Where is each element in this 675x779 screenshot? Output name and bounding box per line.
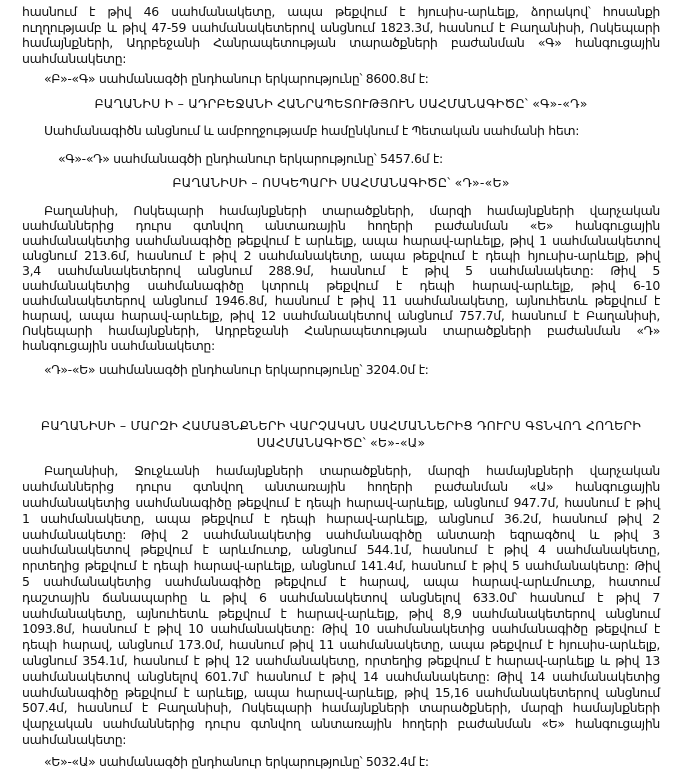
total-length-bc: «Բ»-«Գ» սահմանագծի ընդհանուր երկարությունը՝ 8600.8մ է: <box>44 71 429 87</box>
text-line: հասնում է թիվ 46 սահմանակետը, ապա թեքվում է հյուսիս-արևելք, ձորակով՝ հոսանքի <box>22 4 660 19</box>
text-line: անցնում 213.6մ, հասնում է թիվ 2 սահմանակետը, ապա թեքվում է դեպի հյուսիս-արևելք, թիվ <box>22 248 660 264</box>
text-line: սահմաններից դուրս գտնվող անտառային հողերի բաժանման «Ե» հանգուցային <box>22 218 660 234</box>
total-length-ea: «Ե»-«Ա» սահմանագծի ընդհանուր երկարությունը՝ 5032.4մ է: <box>44 753 429 769</box>
text-line: 1 սահմանակետը, ապա թեքվում է դեպի հարավ-արևելք, անցնում 36.2մ, հասնում թիվ 2 <box>22 510 660 526</box>
text-line: հանգուցային սահմանակետը: <box>22 338 215 354</box>
section-heading-ea-line2: ՍԱՀՄԱՆԱԳԻԾԸ՝ «Ե»-«Ա» <box>256 435 426 451</box>
text-line: Բաղանիսի, Ոսկեպարի համայնքների տարածքների, մարզի համայնքների վարչական <box>44 203 660 219</box>
section-heading-de: ԲԱՂԱՆԻՍԻ – ՈՍԿԵՊԱՐԻ ՍԱՀՄԱՆԱԳԻԾԸ՝ «Դ»-«Ե» <box>172 175 510 191</box>
text-line: հարավ, ապա հարավ-արևելք, թիվ 12 սահմանակետով անցնում 757.7մ, հասնում է Բաղանիսի, <box>22 308 660 324</box>
paragraph-de <box>22 203 660 353</box>
text-line: որտեղից թեքվում է դեպի հարավ-արևելք, անցնում 141.4մ, հասնում է թիվ 5 սահմանակետը: Թիվ <box>22 558 660 574</box>
text-line: 1093.8մ, հասնում է թիվ 10 սահմանակետը: Թիվ 10 սահմանակետից սահմանագիծը թեքվում է <box>22 621 660 637</box>
text-line: սահմանակետով թեքվում է արևմուտք, անցնում 544.1մ, հասնում է թիվ 4 սահմանակետը, <box>22 542 660 558</box>
text-line: անցնում 354.1մ, հասնում է թիվ 12 սահմանակետը, որտեղից թեքվում է հարավ-արևելք և թիվ 13 <box>22 652 660 668</box>
paragraph-cd: Սահմանագիծն անցնում և ամբողջությամբ համընկնում է Պետական սահմանի հետ: <box>44 123 580 139</box>
text-line: սահմանակետից սահմանագիծը թեքվում է դեպի հարավ-արևելք, անցնում 947.7մ, հասնում է թիվ <box>22 494 660 510</box>
text-line: սահմանագիծը թեքվում է արևելք, ապա հարավ-արևելք, թիվ 15,16 սահմանակետերով անցնում <box>22 684 660 700</box>
text-line: սահմանակետից սահմանագիծը թեքվում է արևելք, ապա հարավ-արևելք, թիվ 1 սահմանակետով <box>22 233 660 249</box>
text-line: 3,4 սահմանակետերով անցնում 288.9մ, հասնում է թիվ 5 սահմանակետը: Թիվ 5 <box>22 263 660 279</box>
text-line: 5 սահմանակետից սահմանագիծը թեքվում է հարավ, ապա հարավ-արևմուտք, հատում <box>22 573 660 589</box>
text-line: Ոսկեպարի համայնքների, Ադրբեջանի Հանրապետության տարածքների բաժանման «Դ» <box>22 323 660 339</box>
paragraph-bc-end <box>22 4 660 66</box>
total-length-de: «Դ»-«Ե» սահմանագծի ընդհանուր երկարությունը՝ 3204.0մ է: <box>44 362 429 378</box>
section-heading-ea-line1: ԲԱՂԱՆԻՍԻ – ՄԱՐԶԻ ՀԱՄԱՅՆՔՆԵՐԻ ՎԱՐՉԱԿԱՆ ՍԱՀՄԱՆՆԵՐԻՑ ԴՈՒՐՍ ԳՏՆՎՈՂ ՀՈՂԵՐԻ <box>40 418 642 434</box>
section-heading-cd: ԲԱՂԱՆԻՍ Ի – ԱԴՐԲԵՋԱՆԻ ՀԱՆՐԱՊԵՏՈՒԹՅՈՒՆ ՍԱՀՄԱՆԱԳԻԾԸ՝ «Գ»-«Դ» <box>94 96 588 112</box>
text-line: Բաղանիսի, Ջուջևանի համայնքների տարածքների, մարզի համայնքների վարչական <box>44 463 660 479</box>
text-line: սահմաններից դուրս գտնվող անտառային հողերի բաժանման «Ա» հանգուցային <box>22 479 660 495</box>
text-line: համայնքների, Ադրբեջանի Հանրապետության տարածքների բաժանման «Գ» հանգուցային <box>22 35 660 51</box>
text-line: սահմանակետը: Թիվ 2 սահմանակետից սահմանագիծը անտառի եզրագծով և թիվ 3 <box>22 526 660 542</box>
paragraph-ea <box>22 463 660 747</box>
text-line: սահմանակետը: <box>22 731 127 747</box>
text-line: սահմանակետը, այնուհետև թեքվում է հարավ-արևելք, թիվ 8,9 սահմանակետերով անցնում <box>22 605 660 621</box>
text-line: դեպի հարավ, անցնում 173.0մ, հասնում թիվ 11 սահմանակետը, ապա թեքվում է հյուսիս-արևելք, <box>22 637 660 653</box>
text-line: դաշտային ճանապարհը և թիվ 6 սահմանակետով անցնելով 633.0մ՝ հասնում է թիվ 7 <box>22 589 660 605</box>
total-length-cd: «Գ»-«Դ» սահմանագծի ընդհանուր երկարությունը՝ 5457.6մ է: <box>58 151 443 167</box>
text-line: սահմանակետերով անցնում 1946.8մ, հասնում է թիվ 11 սահմանակետը, այնուհետև թեքվում է <box>22 293 660 309</box>
text-line: սահմանակետը: <box>22 50 127 66</box>
text-line: սահմանակետով անցնելով 601.7մ՝ հասնում է թիվ 14 սահմանակետը: Թիվ 14 սահմանակետից <box>22 668 660 684</box>
text-line: սահմանակետից սահմանագիծը կտրուկ թեքվում է դեպի հարավ-արևելք, թիվ 6-10 <box>22 278 660 294</box>
text-line: վարչական սահմաններից դուրս գտնվող անտառային հողերի բաժանման «Ե» հանգուցային <box>22 716 660 732</box>
text-line: 507.4մ, հասնում է Բաղանիսի, Ոսկեպարի համայնքների տարածքների, մարզի համայնքների <box>22 700 660 716</box>
text-line: ուղղությամբ և թիվ 47-59 սահմանակետերով անցնում 1823.3մ, հասնում է Բաղանիսի, Ոսկեպարի <box>22 19 660 35</box>
